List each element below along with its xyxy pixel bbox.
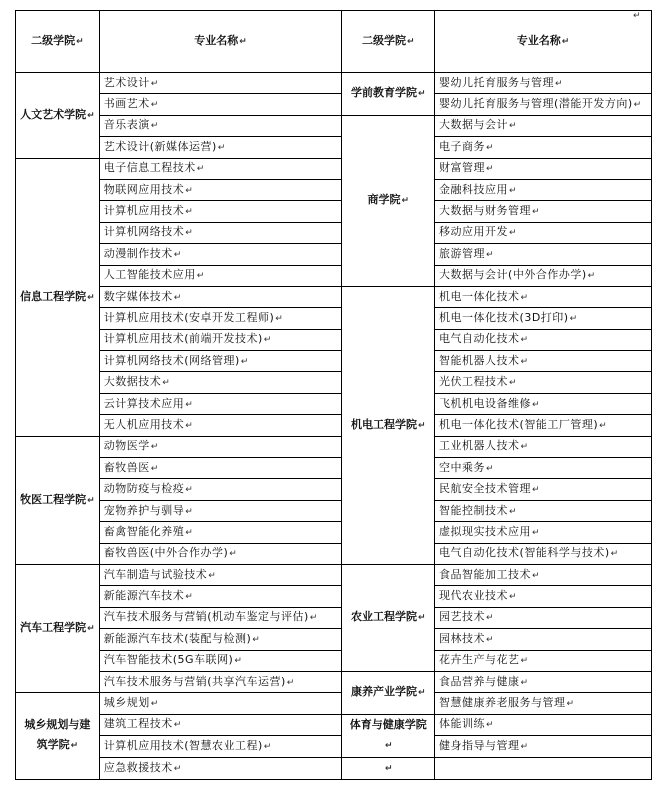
paragraph-mark: ↵ — [555, 78, 564, 89]
college-name: 机电工程学院 — [350, 417, 417, 431]
paragraph-mark: ↵ — [196, 164, 205, 175]
table-row — [16, 308, 652, 329]
paragraph-mark: ↵ — [173, 763, 182, 774]
paragraph-mark: ↵ — [185, 420, 194, 431]
paragraph-mark: ↵ — [633, 11, 641, 21]
college-cell — [16, 73, 100, 159]
major-cell — [99, 415, 342, 436]
major-name: 汽车制造与试验技术 — [103, 567, 208, 581]
major-cell — [435, 458, 652, 479]
paragraph-mark: ↵ — [185, 207, 194, 218]
major-name: 食品智能加工技术 — [439, 567, 532, 581]
paragraph-mark: ↵ — [252, 634, 261, 645]
major-cell — [435, 115, 652, 136]
paragraph-mark: ↵ — [633, 100, 642, 111]
table-row — [16, 115, 652, 136]
major-cell — [99, 564, 342, 585]
paragraph-mark: ↵ — [532, 207, 541, 218]
major-name: 建筑工程技术 — [103, 717, 173, 731]
college-name: 商学院 — [367, 193, 401, 207]
major-cell — [435, 308, 652, 329]
major-name: 汽车技术服务与营销(机动车鉴定与评估) — [103, 610, 309, 624]
major-cell — [435, 522, 652, 543]
paragraph-mark: ↵ — [486, 613, 495, 624]
college-cell — [16, 564, 100, 692]
paragraph-mark: ↵ — [286, 677, 295, 688]
major-cell — [99, 222, 342, 243]
header-major-left: 专业名称↵ — [99, 11, 342, 73]
major-name: 园艺技术 — [439, 610, 486, 624]
major-name: 食品营养与健康 — [439, 674, 520, 688]
major-cell — [99, 458, 342, 479]
paragraph-mark: ↵ — [520, 656, 529, 667]
major-cell — [99, 479, 342, 500]
paragraph-mark: ↵ — [263, 335, 272, 346]
major-cell — [435, 693, 652, 714]
table-row — [16, 179, 652, 200]
paragraph-mark: ↵ — [532, 527, 541, 538]
paragraph-mark: ↵ — [185, 527, 194, 538]
major-cell — [435, 415, 652, 436]
major-cell — [435, 671, 652, 692]
major-cell — [99, 393, 342, 414]
major-name: 电子商务 — [439, 139, 486, 153]
paragraph-mark: ↵ — [309, 613, 318, 624]
major-cell — [99, 650, 342, 671]
major-cell — [435, 329, 652, 350]
table-row — [16, 564, 652, 585]
major-name: 城乡规划 — [103, 696, 150, 710]
header-major-right: 专业名称↵ — [435, 11, 652, 73]
college-cell — [342, 714, 435, 757]
major-name: 艺术设计 — [103, 75, 150, 89]
major-cell — [99, 94, 342, 115]
major-name: 音乐表演 — [103, 118, 150, 132]
table-row — [16, 671, 652, 692]
major-cell — [435, 479, 652, 500]
major-name: 机电一体化技术 — [439, 289, 520, 303]
paragraph-mark: ↵ — [217, 142, 226, 153]
paragraph-mark: ↵ — [173, 720, 182, 731]
table-row — [16, 458, 652, 479]
major-cell — [99, 629, 342, 650]
major-name: 虚拟现实技术应用 — [439, 524, 532, 538]
paragraph-mark: ↵ — [185, 185, 194, 196]
paragraph-mark: ↵ — [150, 78, 159, 89]
major-cell — [99, 73, 342, 94]
table-row — [16, 329, 652, 350]
major-cell — [435, 372, 652, 393]
paragraph-mark: ↵ — [384, 741, 393, 752]
major-cell — [99, 372, 342, 393]
paragraph-mark: ↵ — [162, 378, 171, 389]
major-cell — [99, 693, 342, 714]
paragraph-mark: ↵ — [417, 613, 426, 624]
paragraph-mark: ↵ — [520, 442, 529, 453]
major-cell — [435, 286, 652, 307]
paragraph-mark: ↵ — [173, 292, 182, 303]
table-row — [16, 586, 652, 607]
paragraph-mark: ↵ — [87, 292, 95, 303]
major-cell — [435, 179, 652, 200]
paragraph-mark: ↵ — [486, 634, 495, 645]
major-name: 工业机器人技术 — [439, 439, 520, 453]
college-cell — [342, 757, 435, 779]
major-cell — [99, 671, 342, 692]
major-cell — [435, 564, 652, 585]
major-name: 畜牧兽医 — [103, 460, 150, 474]
table-row — [16, 94, 652, 115]
major-name: 大数据与会计(中外合作办学) — [439, 268, 587, 282]
paragraph-mark: ↵ — [532, 485, 541, 496]
college-name: 人文艺术学院 — [20, 107, 87, 121]
paragraph-mark: ↵ — [486, 164, 495, 175]
paragraph-mark: ↵ — [87, 110, 95, 121]
major-cell — [435, 714, 652, 735]
major-cell — [99, 137, 342, 158]
major-cell — [435, 244, 652, 265]
major-cell — [435, 222, 652, 243]
major-cell — [99, 586, 342, 607]
major-name: 机电一体化技术(智能工厂管理) — [439, 417, 599, 431]
major-cell — [435, 757, 652, 779]
paragraph-mark: ↵ — [240, 356, 249, 367]
college-name: 城乡规划与建筑学院 — [24, 718, 91, 752]
paragraph-mark: ↵ — [520, 335, 529, 346]
table-row — [16, 522, 652, 543]
header-college-right: 二级学院↵ — [342, 11, 435, 73]
major-cell — [99, 158, 342, 179]
major-name: 动物医学 — [103, 439, 150, 453]
major-name: 计算机应用技术 — [103, 204, 185, 218]
table-row — [16, 415, 652, 436]
paragraph-mark: ↵ — [275, 313, 284, 324]
major-name: 计算机网络技术(网络管理) — [103, 353, 240, 367]
major-name: 民航安全技术管理 — [439, 482, 532, 496]
major-name: 汽车技术服务与营销(共享汽车运营) — [103, 674, 286, 688]
major-name: 物联网应用技术 — [103, 182, 185, 196]
major-name: 宠物养护与驯导 — [103, 503, 185, 517]
major-name: 人工智能技术应用 — [103, 268, 196, 282]
major-cell — [99, 736, 342, 757]
paragraph-mark: ↵ — [384, 763, 393, 774]
paragraph-mark: ↵ — [234, 656, 243, 667]
major-name: 电子信息工程技术 — [103, 161, 196, 175]
major-cell — [435, 736, 652, 757]
major-cell — [435, 158, 652, 179]
paragraph-mark: ↵ — [185, 228, 194, 239]
major-cell — [99, 607, 342, 628]
paragraph-mark: ↵ — [263, 741, 272, 752]
table-row — [16, 500, 652, 521]
paragraph-mark: ↵ — [566, 699, 575, 710]
major-name: 计算机应用技术(前端开发技术) — [103, 332, 263, 346]
college-name: 牧医工程学院 — [20, 492, 87, 506]
major-cell — [99, 286, 342, 307]
table-row — [16, 244, 652, 265]
college-name: 信息工程学院 — [20, 289, 87, 303]
table-row — [16, 137, 652, 158]
major-name: 应急救援技术 — [103, 760, 173, 774]
major-cell — [435, 543, 652, 564]
college-cell — [342, 564, 435, 671]
paragraph-mark: ↵ — [520, 356, 529, 367]
major-cell — [99, 244, 342, 265]
major-name: 财富管理 — [439, 161, 486, 175]
table-row — [16, 607, 652, 628]
college-cell — [342, 671, 435, 714]
college-name: 康养产业学院 — [350, 685, 417, 699]
major-cell — [435, 73, 652, 94]
major-name: 花卉生产与花艺 — [439, 653, 520, 667]
paragraph-mark: ↵ — [70, 741, 79, 752]
major-name: 畜禽智能化养殖 — [103, 524, 185, 538]
major-name: 大数据与财务管理 — [439, 204, 532, 218]
major-cell — [435, 436, 652, 457]
paragraph-mark: ↵ — [599, 420, 608, 431]
paragraph-mark: ↵ — [185, 485, 194, 496]
paragraph-mark: ↵ — [569, 313, 578, 324]
table-row — [16, 693, 652, 714]
college-name: 学前教育学院 — [350, 86, 417, 100]
major-cell — [99, 543, 342, 564]
major-cell — [435, 607, 652, 628]
paragraph-mark: ↵ — [486, 720, 495, 731]
table-row — [16, 372, 652, 393]
paragraph-mark: ↵ — [417, 688, 426, 699]
college-name: 农业工程学院 — [350, 610, 417, 624]
major-name: 智能机器人技术 — [439, 353, 520, 367]
major-cell — [99, 179, 342, 200]
major-cell — [435, 94, 652, 115]
table-row — [16, 265, 652, 286]
major-name: 大数据技术 — [103, 375, 162, 389]
table-row — [16, 714, 652, 735]
paragraph-mark: ↵ — [173, 249, 182, 260]
paragraph-mark: ↵ — [509, 592, 518, 603]
major-name: 飞机机电设备维修 — [439, 396, 532, 410]
college-name: 汽车工程学院 — [20, 621, 87, 635]
paragraph-mark: ↵ — [185, 399, 194, 410]
majors-table — [15, 10, 652, 780]
paragraph-mark: ↵ — [509, 121, 518, 132]
major-cell — [435, 650, 652, 671]
paragraph-mark: ↵ — [401, 196, 409, 207]
major-name: 无人机应用技术 — [103, 417, 185, 431]
major-name: 计算机网络技术 — [103, 225, 185, 239]
major-name: 婴幼儿托育服务与管理(潜能开发方向) — [439, 97, 633, 111]
major-name: 光伏工程技术 — [439, 375, 509, 389]
table-row — [16, 757, 652, 779]
paragraph-mark: ↵ — [185, 592, 194, 603]
paragraph-mark: ↵ — [150, 699, 159, 710]
major-name: 新能源汽车技术(装配与检测) — [103, 631, 252, 645]
major-name: 动物防疫与检疫 — [103, 482, 185, 496]
college-cell — [342, 115, 435, 286]
paragraph-mark: ↵ — [196, 271, 205, 282]
table-row — [16, 736, 652, 757]
paragraph-mark: ↵ — [520, 677, 529, 688]
table-row — [16, 650, 652, 671]
paragraph-mark: ↵ — [532, 570, 541, 581]
paragraph-mark: ↵ — [150, 121, 159, 132]
paragraph-mark: ↵ — [520, 741, 529, 752]
paragraph-mark: ↵ — [509, 506, 518, 517]
major-name: 婴幼儿托育服务与管理 — [439, 75, 555, 89]
major-name: 现代农业技术 — [439, 589, 509, 603]
paragraph-mark: ↵ — [229, 549, 238, 560]
major-name: 计算机应用技术(智慧农业工程) — [103, 738, 263, 752]
major-name: 旅游管理 — [439, 246, 486, 260]
paragraph-mark: ↵ — [610, 549, 619, 560]
major-cell — [99, 115, 342, 136]
header-row — [16, 11, 652, 73]
major-cell — [99, 714, 342, 735]
major-name: 体能训练 — [439, 717, 486, 731]
paragraph-mark: ↵ — [208, 570, 217, 581]
major-cell — [99, 522, 342, 543]
major-cell — [435, 629, 652, 650]
table-row — [16, 222, 652, 243]
major-cell — [435, 393, 652, 414]
paragraph-mark: ↵ — [520, 292, 529, 303]
table-row — [16, 436, 652, 457]
table-row — [16, 351, 652, 372]
header-college-left: 二级学院↵ — [16, 11, 100, 73]
major-name: 智慧健康养老服务与管理 — [439, 696, 566, 710]
major-cell — [435, 351, 652, 372]
paragraph-mark: ↵ — [486, 463, 495, 474]
major-cell — [99, 500, 342, 521]
paragraph-mark: ↵ — [486, 249, 495, 260]
paragraph-mark: ↵ — [417, 89, 426, 100]
table-row — [16, 393, 652, 414]
major-name: 移动应用开发 — [439, 225, 509, 239]
paragraph-mark: ↵ — [486, 142, 495, 153]
paragraph-mark: ↵ — [417, 420, 426, 431]
major-cell — [435, 137, 652, 158]
paragraph-mark: ↵ — [509, 228, 518, 239]
major-name: 大数据与会计 — [439, 118, 509, 132]
college-name: 体育与健康学院 — [349, 718, 427, 732]
paragraph-mark: ↵ — [185, 506, 194, 517]
major-name: 计算机应用技术(安卓开发工程师) — [103, 310, 275, 324]
college-cell — [342, 286, 435, 564]
major-cell — [99, 201, 342, 222]
table-row — [16, 73, 652, 94]
table-row — [16, 158, 652, 179]
major-name: 书画艺术 — [103, 97, 150, 111]
college-cell — [16, 693, 100, 779]
paragraph-mark: ↵ — [150, 463, 159, 474]
table-row — [16, 543, 652, 564]
major-cell — [435, 500, 652, 521]
major-name: 智能控制技术 — [439, 503, 509, 517]
major-name: 畜牧兽医(中外合作办学) — [103, 546, 229, 560]
college-cell — [16, 158, 100, 436]
paragraph-mark: ↵ — [150, 442, 159, 453]
major-name: 新能源汽车技术 — [103, 589, 185, 603]
major-cell — [99, 351, 342, 372]
major-cell — [99, 436, 342, 457]
major-name: 艺术设计(新媒体运营) — [103, 139, 217, 153]
major-cell — [435, 265, 652, 286]
major-name: 健身指导与管理 — [439, 738, 520, 752]
major-name: 机电一体化技术(3D打印) — [439, 310, 569, 324]
major-name: 空中乘务 — [439, 460, 486, 474]
table-row — [16, 201, 652, 222]
major-name: 电气自动化技术 — [439, 332, 520, 346]
major-cell — [99, 265, 342, 286]
major-name: 电气自动化技术(智能科学与技术) — [439, 546, 610, 560]
major-name: 动漫制作技术 — [103, 246, 173, 260]
major-cell — [435, 201, 652, 222]
paragraph-mark: ↵ — [150, 100, 159, 111]
paragraph-mark: ↵ — [87, 495, 95, 506]
college-cell — [16, 436, 100, 564]
major-cell — [99, 757, 342, 779]
paragraph-mark: ↵ — [532, 399, 541, 410]
table-row — [16, 479, 652, 500]
major-cell — [435, 586, 652, 607]
paragraph-mark: ↵ — [509, 185, 518, 196]
major-name: 云计算技术应用 — [103, 396, 185, 410]
table-row — [16, 629, 652, 650]
major-cell — [99, 329, 342, 350]
major-name: 汽车智能技术(5G车联网) — [103, 653, 234, 667]
college-cell — [342, 73, 435, 116]
paragraph-mark: ↵ — [587, 271, 596, 282]
major-name: 园林技术 — [439, 631, 486, 645]
paragraph-mark: ↵ — [509, 378, 518, 389]
paragraph-mark: ↵ — [87, 624, 95, 635]
table-row — [16, 286, 652, 307]
major-name: 数字媒体技术 — [103, 289, 173, 303]
major-cell — [99, 308, 342, 329]
major-name: 金融科技应用 — [439, 182, 509, 196]
